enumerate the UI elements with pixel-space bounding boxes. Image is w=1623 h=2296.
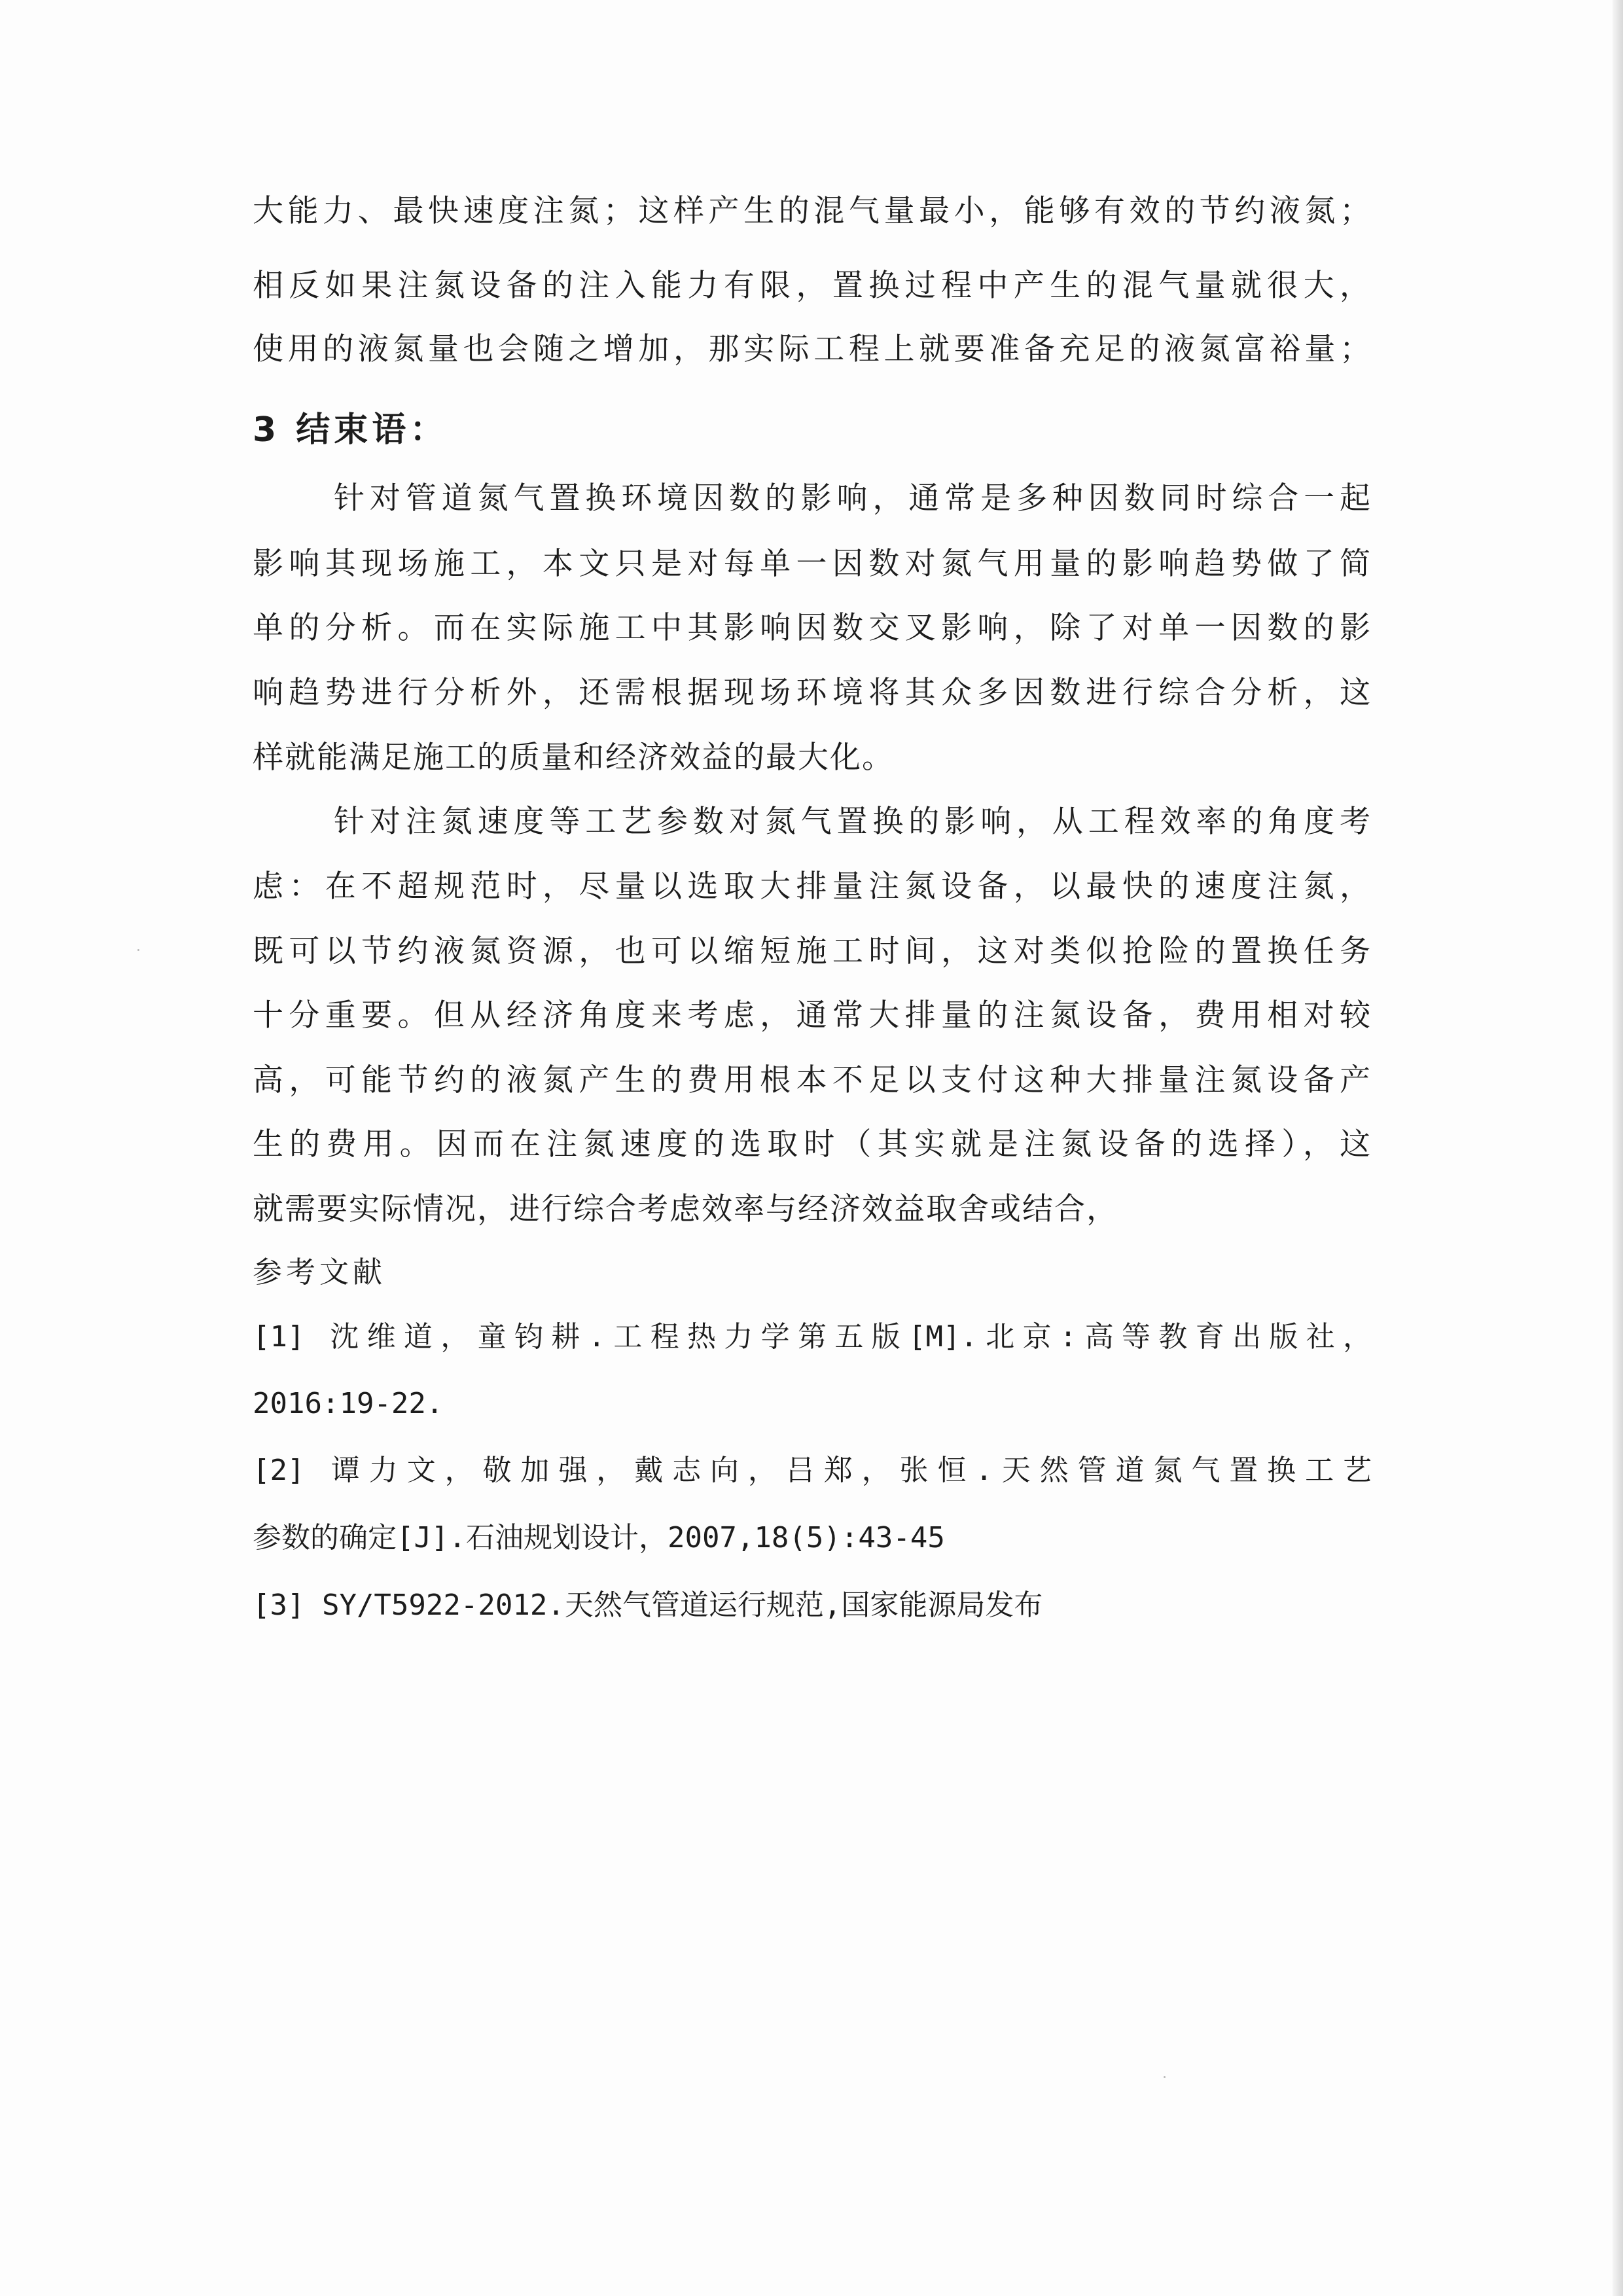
continuation-line-1: 大能力、最快速度注氮；这样产生的混气量最小，能够有效的节约液氮；	[253, 193, 1372, 229]
paragraph2-line-5: 高，可能节约的液氮产生的费用根本不足以支付这种大排量注氮设备产	[253, 1062, 1372, 1098]
references-heading: 参考文献	[253, 1255, 387, 1289]
paragraph2-line-7: 就需要实际情况，进行综合考虑效率与经济效益取舍或结合，	[253, 1191, 1118, 1227]
continuation-line-2: 相反如果注氮设备的注入能力有限，置换过程中产生的混气量就很大，	[253, 268, 1372, 304]
paragraph2-line-2: 虑：在不超规范时，尽量以选取大排量注氮设备，以最快的速度注氮，	[253, 869, 1372, 905]
paragraph1-line-3: 单的分析。而在实际施工中其影响因数交叉影响，除了对单一因数的影	[253, 610, 1372, 646]
page-edge-shadow	[1613, 0, 1623, 2296]
section-heading: 3 结束语：	[253, 410, 448, 450]
paragraph1-line-4: 响趋势进行分析外，还需根据现场环境将其众多因数进行综合分析，这	[253, 675, 1372, 711]
reference-1-line-1: [1] 沈维道，童钧耕.工程热力学第五版[M].北京:高等教育出版社，	[253, 1320, 1372, 1354]
paragraph2-line-6: 生的费用。因而在注氮速度的选取时（其实就是注氮设备的选择），这	[253, 1126, 1372, 1162]
reference-2-line-1: [2] 谭力文，敬加强，戴志向，吕郑，张恒.天然管道氮气置换工艺	[253, 1454, 1372, 1487]
reference-3: [3] SY/T5922-2012.天然气管道运行规范,国家能源局发布	[253, 1588, 1043, 1622]
paragraph1-line-5: 样就能满足施工的质量和经济效益的最大化。	[253, 740, 894, 776]
paragraph2-line-1: 针对注氮速度等工艺参数对氮气置换的影响，从工程效率的角度考	[334, 804, 1372, 840]
reference-2-line-2: 参数的确定[J].石油规划设计，2007,18(5):43-45	[253, 1521, 945, 1554]
scan-speck	[137, 949, 139, 951]
paragraph1-line-2: 影响其现场施工，本文只是对每单一因数对氮气用量的影响趋势做了简	[253, 546, 1372, 582]
paragraph2-line-4: 十分重要。但从经济角度来考虑，通常大排量的注氮设备，费用相对较	[253, 997, 1372, 1033]
reference-1-line-2: 2016:19-22.	[253, 1387, 444, 1420]
continuation-line-3: 使用的液氮量也会随之增加，那实际工程上就要准备充足的液氮富裕量；	[253, 331, 1372, 367]
paragraph1-line-1: 针对管道氮气置换环境因数的影响，通常是多种因数同时综合一起	[334, 480, 1372, 516]
paragraph2-line-3: 既可以节约液氮资源，也可以缩短施工时间，这对类似抢险的置换任务	[253, 933, 1372, 969]
scan-speck	[1164, 2076, 1166, 2078]
